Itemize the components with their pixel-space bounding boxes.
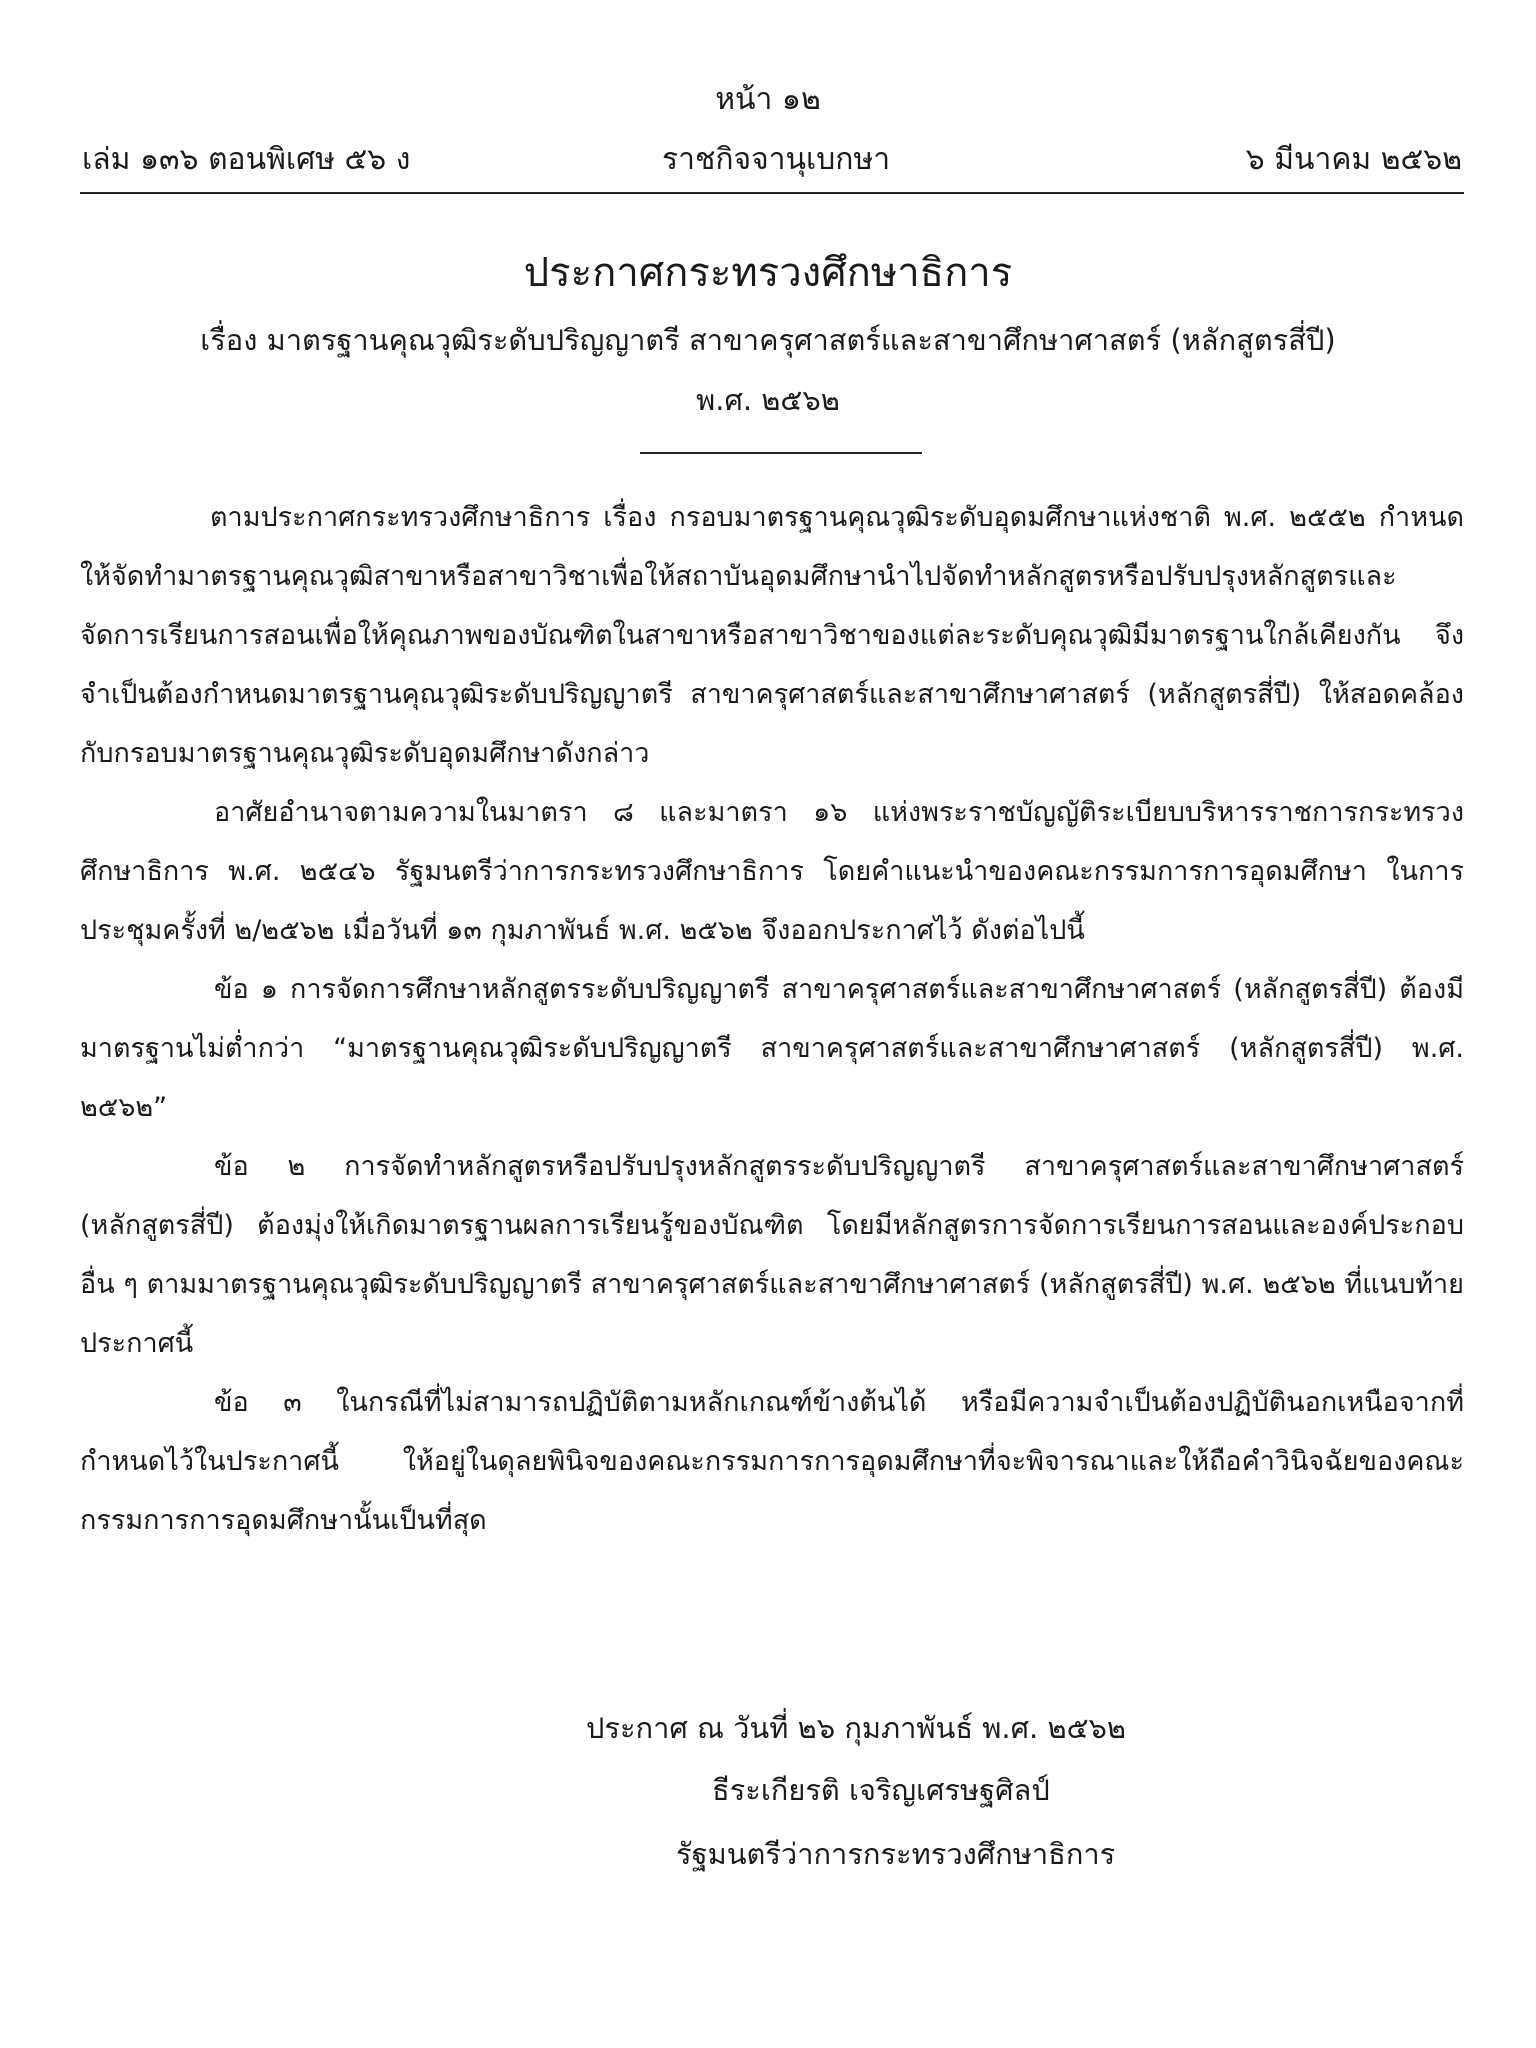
signatory-name: ธีระเกียรติ เจริญเศรษฐศิลป์ [712,1773,1050,1807]
announcement-subject: เรื่อง มาตรฐานคุณวุฒิระดับปริญญาตรี สาขาครุศาสตร์และสาขาศึกษาศาสตร์ (หลักสูตรสี่ปี) [200,323,1336,357]
clause-3-paragraph: ข้อ ๓ ในกรณีที่ไม่สามารถปฏิบัติตามหลักเกณฑ์ข้างต้นได้ หรือมีความจำเป็นต้องปฏิบัตินอกเหนือจากที่กำหนดไว้ในประกาศนี้ ให้อยู่ในดุลยพินิจของคณะกรรมการการอุดมศึกษาที่จะพิจารณาและให้ถือคำวินิจฉัยของคณะกรรมการการอุดมศึกษานั้นเป็นที่สุด [80,1387,1464,1536]
clause-2-paragraph: ข้อ ๒ การจัดทำหลักสูตรหรือปรับปรุงหลักสูตรระดับปริญญาตรี สาขาครุศาสตร์และสาขาศึกษาศาสตร์ (หลักสูตรสี่ปี) ต้องมุ่งให้เกิดมาตรฐานผลการเรียนรู้ของบัณฑิต โดยมีหลักสูตรการจัดการเรียนการสอนและองค์ประกอบอื่น ๆ ตามมาตรฐานคุณวุฒิระดับปริญญาตรี สาขาครุศาสตร์และสาขาศึกษาศาสตร์ (หลักสูตรสี่ปี) พ.ศ. ๒๕๖๒ ที่แนบท้ายประกาศนี้ [80,1151,1464,1359]
volume-issue: เล่ม ๑๓๖ ตอนพิเศษ ๕๖ ง [82,142,411,177]
page-number: หน้า ๑๒ [715,82,821,117]
announcement-body [80,488,1464,1550]
gazette-name: ราชกิจจานุเบกษา [662,142,891,177]
title-divider [640,452,922,454]
announcement-year: พ.ศ. ๒๕๖๒ [696,383,840,417]
authority-paragraph: อาศัยอำนาจตามความในมาตรา ๘ และมาตรา ๑๖ แห่งพระราชบัญญัติระเบียบบริหารราชการกระทรวงศึกษาธิการ พ.ศ. ๒๕๔๖ รัฐมนตรีว่าการกระทรวงศึกษาธิการ โดยคำแนะนำของคณะกรรมการการอุดมศึกษา ในการประชุมครั้งที่ ๒/๒๕๖๒ เมื่อวันที่ ๑๓ กุมภาพันธ์ พ.ศ. ๒๕๖๒ จึงออกประกาศไว้ ดังต่อไปนี้ [80,797,1464,946]
signatory-position: รัฐมนตรีว่าการกระทรวงศึกษาธิการ [676,1837,1116,1871]
clause-1-paragraph: ข้อ ๑ การจัดการศึกษาหลักสูตรระดับปริญญาตรี สาขาครุศาสตร์และสาขาศึกษาศาสตร์ (หลักสูตรสี่ปี) ต้องมีมาตรฐานไม่ต่ำกว่า “มาตรฐานคุณวุฒิระดับปริญญาตรี สาขาครุศาสตร์และสาขาศึกษาศาสตร์ (หลักสูตรสี่ปี) พ.ศ. ๒๕๖๒” [80,974,1464,1123]
preamble-paragraph: ตามประกาศกระทรวงศึกษาธิการ เรื่อง กรอบมาตรฐานคุณวุฒิระดับอุดมศึกษาแห่งชาติ พ.ศ. ๒๕๕๒ กำหนดให้จัดทำมาตรฐานคุณวุฒิสาขาหรือสาขาวิชาเพื่อให้สถาบันอุดมศึกษานำไปจัดทำหลักสูตรหรือปรับปรุงหลักสูตรและจัดการเรียนการสอนเพื่อให้คุณภาพของบัณฑิตในสาขาหรือสาขาวิชาของแต่ละระดับคุณวุฒิมีมาตรฐานใกล้เคียงกัน จึงจำเป็นต้องกำหนดมาตรฐานคุณวุฒิระดับปริญญาตรี สาขาครุศาสตร์และสาขาศึกษาศาสตร์ (หลักสูตรสี่ปี) ให้สอดคล้องกับกรอบมาตรฐานคุณวุฒิระดับอุดมศึกษาดังกล่าว [80,502,1464,769]
issue-date: ๖ มีนาคม ๒๕๖๒ [1245,142,1462,177]
header-divider [80,192,1464,194]
gazette-header [82,140,1462,180]
announcement-title: ประกาศกระทรวงศึกษาธิการ [523,250,1013,296]
signature-date-text: ประกาศ ณ วันที่ ๒๖ กุมภาพันธ์ พ.ศ. ๒๕๖๒ [586,1711,1127,1745]
